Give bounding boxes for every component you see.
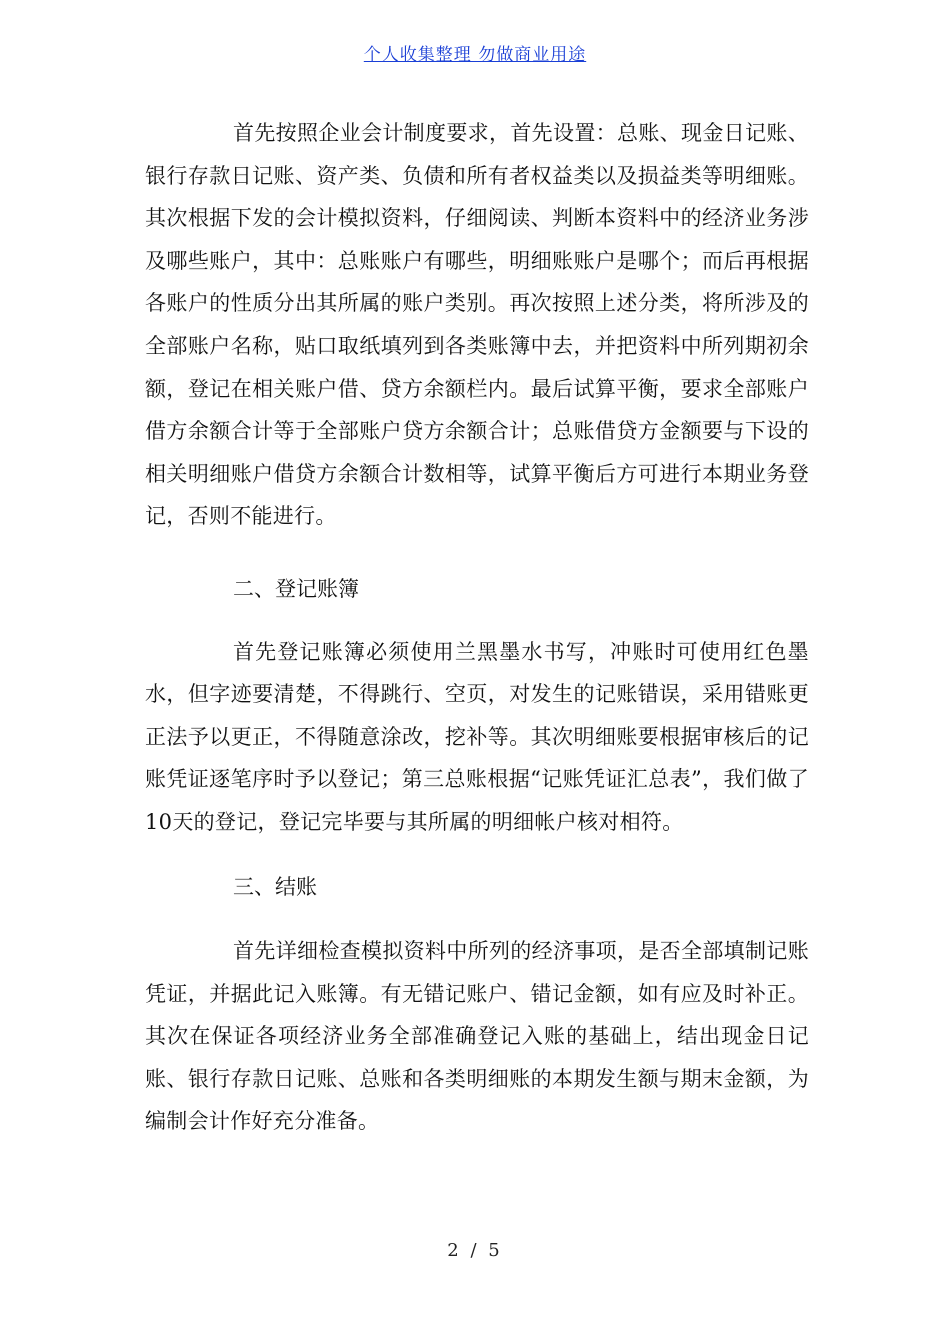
section-heading-register-books: 二、登记账簿	[233, 576, 359, 601]
page-number: 2 / 5	[447, 1240, 503, 1261]
paragraph-closing: 首先详细检查模拟资料中所列的经济事项，是否全部填制记账凭证，并据此记入账簿。有无错记账户、错记金额，如有应及时补正。其次在保证各项经济业务全部准确登记入账的基础上，结出现金日记账、银行存款日记账、总账和各类明细账的本期发生额与期末金额，为编制会计作好充分准备。	[145, 939, 809, 1134]
spacer	[145, 908, 809, 930]
spacer	[145, 538, 809, 568]
document-body	[145, 112, 809, 1143]
paragraph-register-books: 首先登记账簿必须使用兰黑墨水书写，冲账时可使用红色墨水，但字迹要清楚，不得跳行、空页，对发生的记账错误，采用错账更正法予以更正，不得随意涂改，挖补等。其次明细账要根据审核后的记账凭证逐笔序时予以登记；第三总账根据“记账凭证汇总表”，我们做了10天的登记，登记完毕要与其所属的明细帐户核对相符。	[145, 639, 809, 834]
spacer	[145, 611, 809, 631]
spacer	[145, 844, 809, 866]
header-notice[interactable]: 个人收集整理 勿做商业用途	[363, 45, 587, 65]
paragraph-setup-accounts: 首先按照企业会计制度要求，首先设置：总账、现金日记账、银行存款日记账、资产类、负债和所有者权益类以及损益类等明细账。其次根据下发的会计模拟资料，仔细阅读、判断本资料中的经济业务涉及哪些账户，其中：总账账户有哪些，明细账账户是哪个；而后再根据各账户的性质分出其所属的账户类别。再次按照上述分类，将所涉及的全部账户名称，贴口取纸填列到各类账簿中去，并把资料中所列期初余额，登记在相关账户借、贷方余额栏内。最后试算平衡，要求全部账户借方余额合计等于全部账户贷方余额合计；总账借贷方金额要与下设的相关明细账户借贷方余额合计数相等，试算平衡后方可进行本期业务登记，否则不能进行。	[145, 121, 809, 529]
section-heading-closing: 三、结账	[233, 874, 317, 899]
